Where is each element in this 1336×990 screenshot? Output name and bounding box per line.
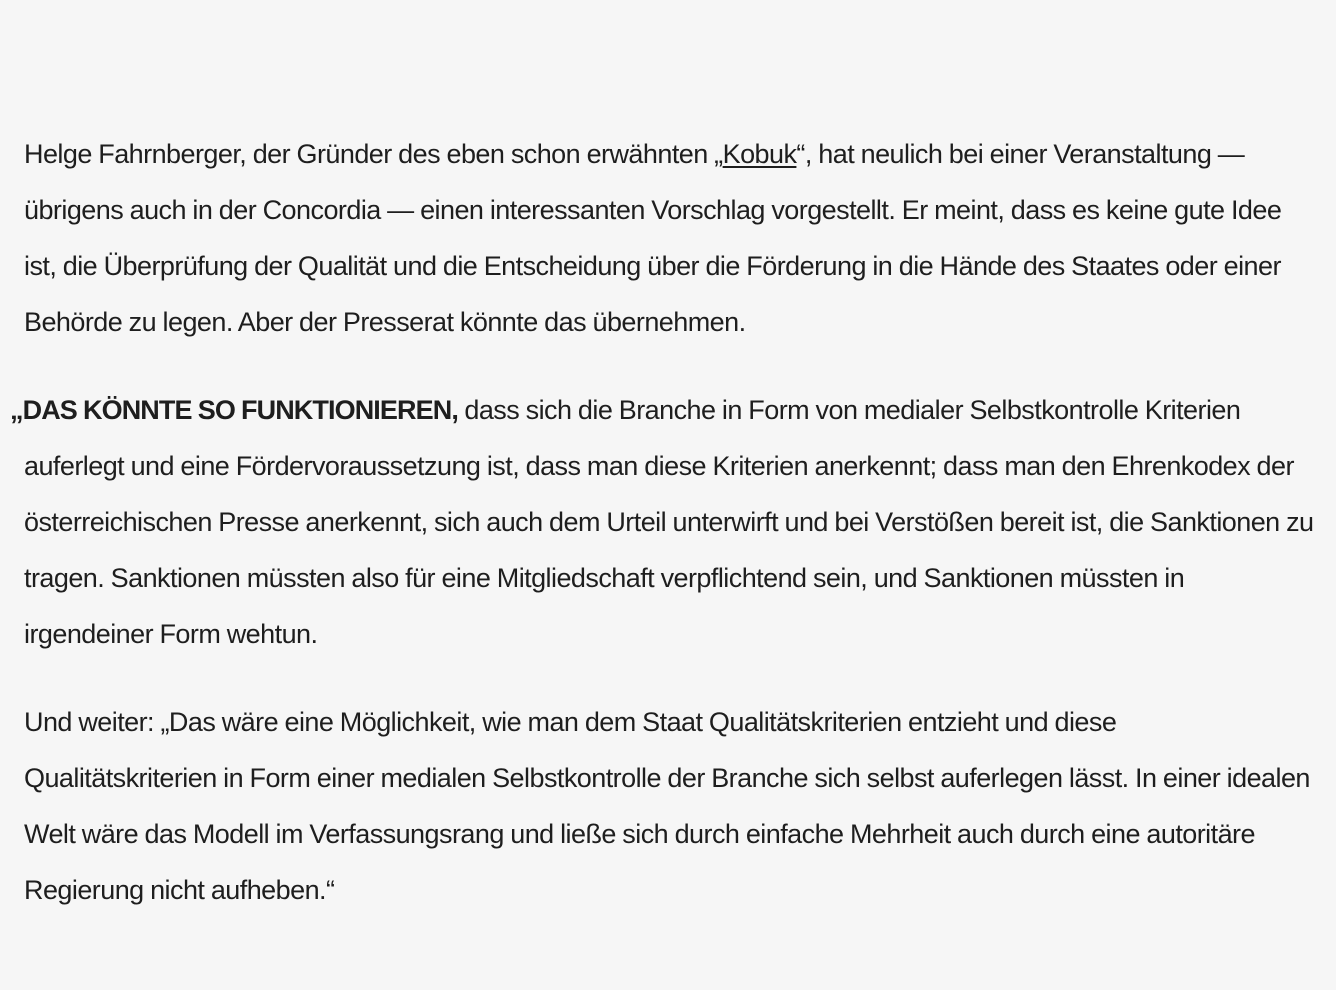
article-body: [10, 126, 1314, 950]
paragraph-1-text-after: “, hat neulich bei einer Veranstaltung — übrigens auch in der Concordia — einen interessanten Vorschlag vorgestellt. Er meint, dass es keine gute Idee ist, die Überprüfung der Qualität und die Entscheidung über die Förderung in die Hände des Staates oder einer Behörde zu legen. Aber der Presserat könnte das übernehmen.: [24, 139, 1282, 337]
paragraph-3: [24, 694, 1314, 918]
paragraph-2: [10, 382, 1314, 662]
paragraph-3-text: Und weiter: „Das wäre eine Möglichkeit, wie man dem Staat Qualitätskriterien entzieht und diese Qualitätskriterien in Form einer medialen Selbstkontrolle der Branche sich selbst auferlegen lässt. In einer idealen Welt wäre das Modell im Verfassungsrang und ließe sich durch einfache Mehrheit auch durch eine autoritäre Regierung nicht aufheben.“: [24, 707, 1310, 905]
paragraph-1-text-before: Helge Fahrnberger, der Gründer des eben schon erwähnten „: [24, 139, 723, 169]
paragraph-2-text: dass sich die Branche in Form von medialer Selbstkontrolle Kriterien auferlegt und eine Fördervoraussetzung ist, dass man diese Kriterien anerkennt; dass man den Ehrenkodex der österreichischen Presse anerkennt, sich auch dem Urteil unterwirft und bei Verstößen bereit ist, die Sanktionen zu tragen. Sanktionen müssten also für eine Mitgliedschaft verpflichtend sein, und Sanktionen müssten in irgendeiner Form wehtun.: [24, 395, 1314, 649]
kobuk-link[interactable]: Kobuk: [722, 139, 797, 169]
paragraph-2-lead: „DAS KÖNNTE SO FUNKTIONIEREN,: [10, 395, 458, 425]
paragraph-1: [24, 126, 1314, 350]
